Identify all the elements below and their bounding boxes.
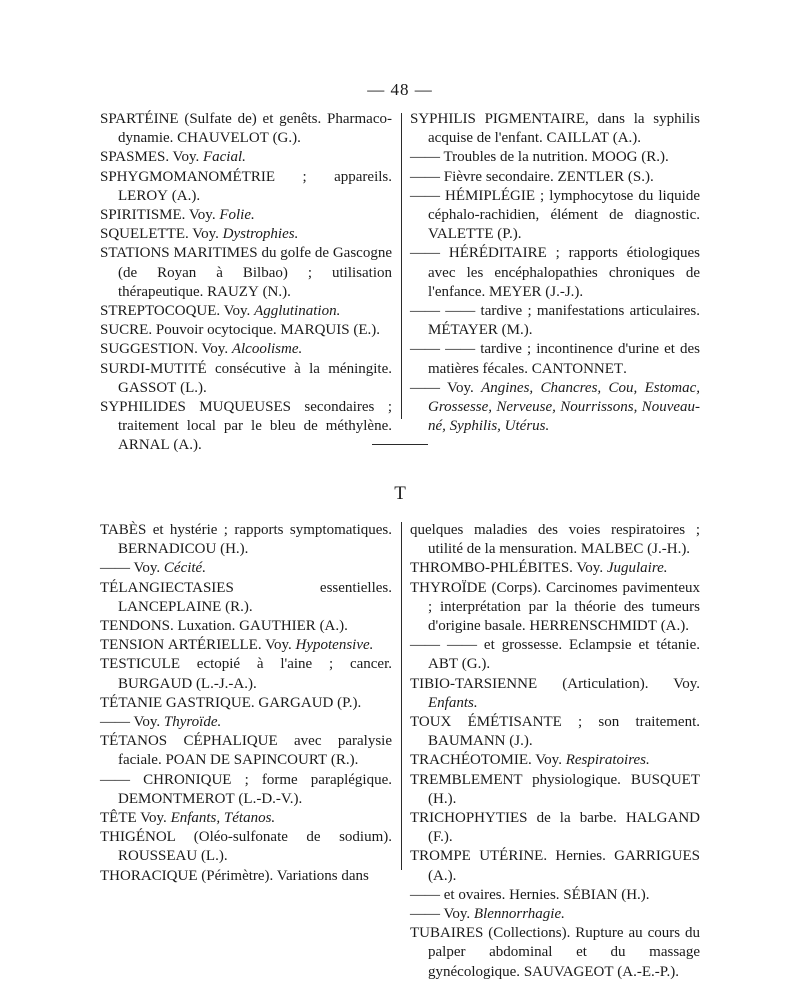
index-entry: [100, 732, 392, 770]
cross-reference: Agglutination.: [254, 303, 341, 320]
index-entry: [410, 751, 700, 770]
index-entry: [410, 636, 700, 674]
entry-text: THROMBO-PHLÉBITES. Voy.: [410, 560, 607, 577]
entry-text: —— Voy.: [100, 560, 164, 577]
author-name: BUSQUET: [630, 771, 700, 788]
page-number: — 48 —: [367, 80, 433, 99]
index-entry: [100, 559, 392, 578]
entry-text: STREPTOCOQUE. Voy.: [100, 303, 255, 320]
entry-text: THORACIQUE (Périmètre). Variations dans: [100, 867, 369, 884]
author-name: BURGAUD: [118, 675, 193, 692]
index-entry: [100, 168, 392, 206]
author-name: MÉTAYER: [428, 322, 498, 339]
cross-reference: Enfants, Tétanos.: [170, 810, 276, 827]
entry-text: —— Voy.: [100, 714, 164, 731]
author-name: MUQUEUSES: [199, 399, 291, 416]
entry-text: THYROÏDE (Corps). Carcinomes pavimenteux ; interprétation par la théorie des tumeurs d'origine basale.: [410, 579, 700, 635]
author-name: GAUTHIER: [239, 618, 316, 635]
index-entry: [100, 809, 392, 828]
cross-reference: Folie.: [219, 207, 255, 224]
entry-text: TROMPE: [410, 848, 480, 865]
author-name: DEMONTMEROT: [118, 790, 235, 807]
author-name: BAUMANN: [428, 733, 506, 750]
entry-text: .: [623, 360, 627, 377]
cross-reference: Hypotensive.: [295, 637, 374, 654]
entry-text: (J.-H.).: [643, 541, 691, 558]
author-name: ABT: [428, 656, 458, 673]
entry-text: ; forme paraplégique.: [231, 771, 393, 788]
author-name: CHRONIQUE: [143, 771, 232, 788]
author-name: MARITIMES: [173, 245, 258, 262]
entry-text: SURDI-MUTITÉ consécutive à la méningite.: [100, 360, 392, 377]
entry-text: quelques maladies des voies respiratoires ; utilité de la mensuration.: [410, 522, 700, 558]
cross-reference: Jugulaire.: [606, 560, 668, 577]
index-entry: [410, 713, 700, 751]
entry-text: (R.).: [327, 752, 359, 769]
entry-text: (G.).: [268, 130, 301, 147]
cross-reference: Cécité.: [163, 560, 206, 577]
entry-text: (R.).: [637, 149, 669, 166]
entry-text: (P.).: [493, 226, 522, 243]
cross-reference: Respiratoires.: [565, 752, 650, 769]
index-column-top-right: [410, 110, 700, 436]
entry-text: —— —— et grossesse. Eclampsie et tétanie.: [410, 637, 700, 654]
author-name: BERNADICOU: [118, 541, 217, 558]
entry-text: SYPHILIS: [410, 111, 485, 127]
entry-text: (N.).: [258, 283, 291, 300]
author-name: GARRIGUES: [614, 848, 701, 865]
entry-text: —— et ovaires. Hernies.: [410, 886, 564, 903]
index-entry: [100, 206, 392, 225]
index-entry: [410, 244, 700, 302]
entry-text: (P.).: [333, 694, 362, 711]
entry-text: . Hernies.: [543, 848, 615, 865]
cross-reference: Enfants.: [428, 694, 478, 711]
entry-text: (L.-J.-A.).: [192, 675, 257, 692]
entry-text: secondaires ; traitement local par le bleu de méthylène.: [118, 399, 393, 435]
author-name: GARGAUD: [258, 694, 334, 711]
entry-text: TRICHOPHYTIES de la barbe.: [410, 810, 626, 827]
entry-text: TÉLANGIECTASIES essentielles.: [100, 579, 392, 596]
entry-text: , dans la syphilis acquise de l'enfant.: [428, 111, 700, 147]
entry-text: (H.).: [428, 790, 457, 807]
author-name: SÉBIAN: [563, 886, 618, 903]
author-name: CHAUVELOT: [177, 130, 269, 147]
index-entry: [100, 636, 392, 655]
author-name: ROUSSEAU: [118, 848, 198, 865]
index-entry: [100, 321, 392, 340]
index-entry: [100, 302, 392, 321]
author-name: GASTRIQUE: [165, 694, 251, 711]
index-entry: [100, 771, 392, 809]
author-name: UTÉRINE: [479, 848, 544, 865]
author-name: MOOG: [591, 149, 638, 166]
index-entry: [410, 905, 700, 924]
entry-text: (A.).: [428, 867, 457, 884]
index-entry: [100, 244, 392, 302]
entry-text: (L.-D.-V.).: [234, 790, 303, 807]
index-entry: [410, 579, 700, 637]
entry-text: (A.).: [608, 130, 642, 147]
entry-text: SPASMES. Voy.: [100, 149, 203, 166]
entry-text: SUCRE. Pouvoir ocytocique.: [100, 322, 281, 339]
entry-text: ——: [410, 187, 446, 204]
index-entry: [410, 771, 700, 809]
entry-text: TUBAIRES (Collections). Rupture au cours du palper abdominal et du massage gynécologique.: [410, 925, 700, 980]
entry-text: (L.).: [197, 848, 228, 865]
entry-text: —— Fièvre secondaire.: [410, 168, 558, 185]
entry-text: (R.).: [221, 598, 253, 615]
entry-text: TESTICULE ectopié à l'aine ; cancer.: [100, 656, 392, 673]
entry-text: avec paralysie faciale.: [118, 733, 392, 769]
entry-text: (A.-E.-P.).: [613, 963, 679, 980]
cross-reference: Alcoolisme.: [231, 341, 303, 358]
index-column-bottom-left: [100, 521, 392, 886]
index-entry: [100, 360, 392, 398]
entry-text: TÉTANIE: [100, 694, 166, 711]
author-name: HALGAND: [625, 810, 700, 827]
index-column-bottom-right: [410, 521, 700, 982]
index-entry: [410, 886, 700, 905]
entry-text: THIGÉNOL (Oléo-sulfonate de sodium).: [100, 829, 392, 846]
column-divider-bottom: [401, 522, 402, 870]
entry-text: ; rapports étiologiques avec les encéphalopathies chroniques de l'enfance.: [428, 245, 700, 300]
entry-text: SPHYGMOMANOMÉTRIE ; appareils.: [100, 168, 392, 185]
index-entry: [100, 148, 392, 167]
index-entry: [410, 809, 700, 847]
author-name: HERRENSCHMIDT: [529, 618, 657, 635]
entry-text: du golfe de Gascogne (de Royan à Bilbao) ; utilisation thérapeutique.: [118, 245, 392, 300]
entry-text: TREMBLEMENT physiologique.: [410, 771, 631, 788]
cross-reference: Thyroïde.: [163, 714, 222, 731]
entry-text: TÉTANOS: [100, 733, 184, 750]
author-name: GASSOT: [118, 379, 177, 396]
entry-text: (A.).: [169, 437, 202, 454]
author-name: CÉPHALIQUE: [183, 733, 278, 750]
entry-text: SPARTÉINE (Sulfate de) et genêts. Pharmaco-dynamie.: [100, 111, 392, 147]
entry-text: TABÈS et hystérie ; rapports symptomatiques.: [100, 522, 392, 538]
entry-text: (J.).: [505, 733, 533, 750]
entry-text: . Voy.: [257, 637, 296, 654]
entry-text: SYPHILIDES: [100, 399, 200, 416]
author-name: LANCEPLAINE: [118, 598, 222, 615]
entry-text: (L.).: [176, 379, 207, 396]
author-name: ARTÉRIELLE: [167, 637, 258, 654]
entry-text: —— —— tardive ; manifestations articulaires.: [410, 303, 700, 320]
entry-text: ——: [410, 245, 449, 262]
entry-text: TRACHÉOTOMIE. Voy.: [410, 752, 566, 769]
entry-text: —— Voy.: [410, 379, 482, 396]
cross-reference: Facial.: [202, 149, 246, 166]
entry-text: TIBIO-TARSIENNE (Articulation). Voy.: [410, 675, 700, 692]
index-entry: [100, 398, 392, 456]
index-entry: [410, 340, 700, 378]
section-rule: [372, 444, 428, 445]
index-entry: [100, 867, 392, 886]
entry-text: (A.).: [656, 618, 690, 635]
index-column-top-left: [100, 110, 392, 456]
author-name: POAN DE SAPINCOURT: [165, 752, 328, 769]
entry-text: ; son traitement.: [561, 714, 701, 731]
entry-text: STATIONS: [100, 245, 174, 262]
author-name: SAUVAGEOT: [523, 963, 614, 980]
author-name: HÉMIPLÉGIE: [445, 187, 536, 204]
index-entry: [410, 379, 700, 437]
entry-text: TOUX: [410, 714, 468, 731]
index-entry: [100, 225, 392, 244]
index-entry: [100, 694, 392, 713]
section-letter: T: [394, 483, 406, 504]
index-entry: [410, 302, 700, 340]
index-entry: [100, 617, 392, 636]
index-entry: [410, 148, 700, 167]
entry-text: (A.).: [168, 187, 201, 204]
index-entry: [100, 579, 392, 617]
author-name: MEYER: [489, 283, 542, 300]
author-name: RAUZY: [207, 283, 259, 300]
index-entry: [100, 340, 392, 359]
entry-text: —— Voy.: [410, 906, 474, 923]
entry-text: TENDONS. Luxation.: [100, 618, 240, 635]
author-name: MALBEC: [580, 541, 644, 558]
entry-text: (H.).: [617, 886, 650, 903]
index-entry: [410, 924, 700, 982]
entry-text: (J.-J.).: [541, 283, 584, 300]
author-name: PIGMENTAIRE: [484, 111, 586, 127]
entry-text: —— —— tardive ; incontinence d'urine et des matières fécales.: [410, 341, 700, 377]
entry-text: ——: [100, 771, 144, 788]
author-name: CANTONNET: [531, 360, 624, 377]
index-entry: [410, 521, 700, 559]
cross-reference: Angines, Chancres, Cou, Estomac, Grossesse, Nerveuse, Nourrissons, Nouveau-né, Syphilis, Utérus.: [428, 379, 700, 435]
index-entry: [100, 655, 392, 693]
index-entry: [410, 168, 700, 187]
entry-text: (S.).: [624, 168, 654, 185]
entry-text: SPIRITISME. Voy.: [100, 207, 220, 224]
cross-reference: Dystrophies.: [222, 226, 299, 243]
entry-text: (A.).: [315, 618, 348, 635]
entry-text: (H.).: [216, 541, 249, 558]
index-entry: [410, 847, 700, 885]
author-name: CAILLAT: [546, 130, 609, 147]
author-name: MARQUIS: [280, 322, 350, 339]
entry-text: SUGGESTION. Voy.: [100, 341, 232, 358]
entry-text: TENSION: [100, 637, 168, 654]
cross-reference: Blennorrhagie.: [473, 906, 565, 923]
column-divider-top: [401, 113, 402, 419]
author-name: ÉMÉTISANTE: [467, 714, 562, 731]
index-entry: [410, 675, 700, 713]
index-entry: [100, 521, 392, 559]
index-entry: [410, 110, 700, 148]
entry-text: (E.).: [349, 322, 381, 339]
author-name: VALETTE: [428, 226, 494, 243]
index-entry: [100, 713, 392, 732]
index-entry: [100, 110, 392, 148]
author-name: HÉRÉDITAIRE: [448, 245, 547, 262]
entry-text: ; lymphocytose du liquide céphalo-rachidien, élément de diagnostic.: [428, 187, 701, 224]
index-entry: [410, 559, 700, 578]
entry-text: (G.).: [458, 656, 491, 673]
entry-text: —— Troubles de la nutrition.: [410, 149, 592, 166]
entry-text: .: [250, 694, 259, 711]
entry-text: SQUELETTE. Voy.: [100, 226, 223, 243]
author-name: ARNAL: [118, 437, 170, 454]
index-entry: [100, 828, 392, 866]
index-entry: [410, 187, 700, 245]
entry-text: (M.).: [497, 322, 533, 339]
author-name: LEROY: [118, 187, 168, 204]
author-name: ZENTLER: [557, 168, 625, 185]
entry-text: TÊTE Voy.: [100, 810, 171, 827]
entry-text: (F.).: [428, 829, 453, 846]
